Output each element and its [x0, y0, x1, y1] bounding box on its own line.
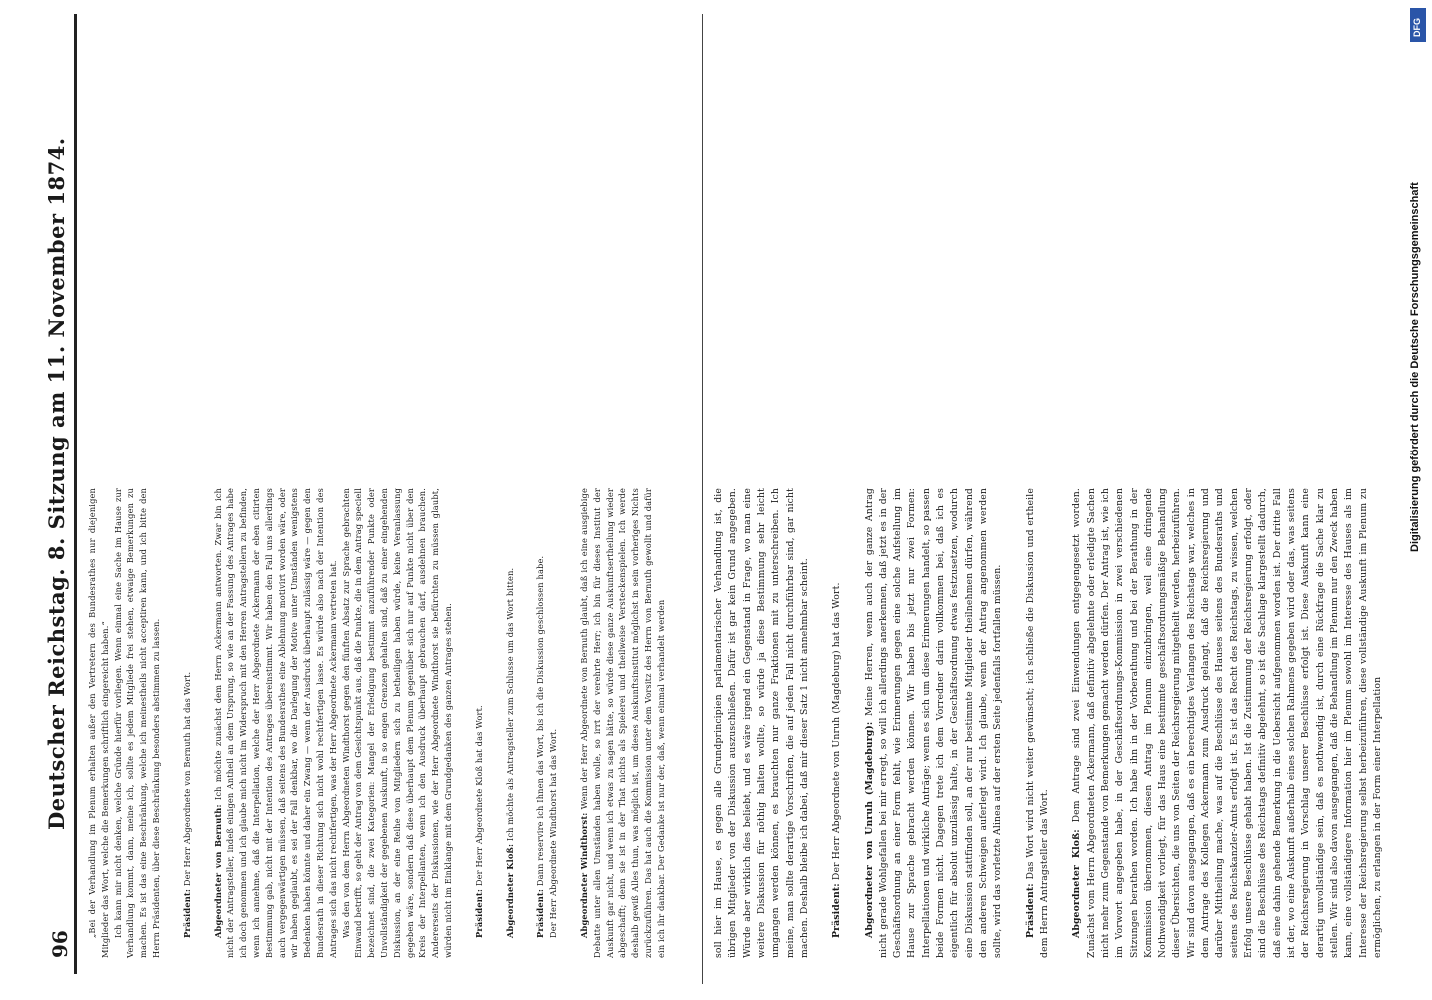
speaker-name: Abgeordneter von Bernuth:: [212, 804, 223, 938]
running-header: Deutscher Reichstag. 8. Sitzung am 11. November 1874.: [44, 137, 69, 830]
speaker-name: Präsident:: [473, 888, 484, 938]
paragraph: Präsident: Der Herr Abgeordnete von Bernuth hat das Wort.: [181, 671, 192, 938]
speaker-name: Präsident:: [831, 883, 843, 938]
page-number: 96: [48, 930, 72, 958]
speaker-name: Präsident:: [181, 888, 192, 938]
paragraph: Ich kann mir nicht denken, welche Gründe hierfür vorliegen. Wenn einmal eine Sache im Hause zur Verhandlung kommt, dann, meine ich, sollte es jedem Mitgliede frei stehen, etwaige Bemerkungen zu machen. Es ist das eine Beschränkung, welche ich meinestheils nicht acceptiren kann, und ich bitte den Herrn Präsidenten, über diese Beschränkung besonders abstimmen zu lassen.: [112, 488, 161, 958]
paragraph: Abgeordneter Windthorst: Wenn der Herr Abgeordnete von Bernuth glaubt, daß ich eine ausgiebige Debatte unter allen Umständen haben wolle, so irrt der verehrte Herr; ich bin für dieses Institut der Auskunft gar nicht, und wenn ich etwas zu sagen hätte, so würde diese ganze Auskunftsertheilung wieder abgeschafft; denn sie ist in der That nichts als Spielerei und theilweise Versteckenspielen. Ich werde deshalb gewiß Alles thun, was möglich ist, um dieses Auskunftsinstitut möglichst in sein vorheriges Nichts zurückzuführen. Das hat auch die Kommission unter dem Vorsitz des Herrn von Bernuth gewollt und dafür ein ich ihr dankbar. Der Gedanke ist nur der, daß, wenn einmal verhandelt werden: [578, 488, 666, 958]
speaker-name: Präsident:: [1024, 883, 1036, 938]
speaker-name: Abgeordneter Windthorst:: [578, 812, 589, 938]
paragraph: soll hier im Hause, es gegen alle Grundprincipien parlamentarischer Verhandlung ist, die übrigen Mitglieder von der Diskussion auszuschließen. Dafür ist gar kein Grund angegeben. Würde aber wirklich dies beliebt, und es wäre irgend ein Gegenstand in Frage, wo man eine weitere Diskussion für nöthig halten wollte, so würde ja diese Bestimmung sehr leicht umgangen werden können, es brauchten nur ganze Fraktionen mit zu unterschreiben. Ich meine, man sollte derartige Vorschriften, die auf jeden Fall nicht durchführbar sind, gar nicht machen. Deshalb bleibe ich dabei, daß mir dieser Satz 1 nicht annehmbar scheint.: [713, 488, 810, 958]
paragraph: Präsident: Das Wort wird nicht weiter gewünscht; ich schließe die Diskussion und ertheile dem Herrn Antragsteller das Wort.: [1024, 488, 1050, 958]
speaker-name: Abgeordneter Kloß:: [504, 843, 515, 938]
paragraph: „Bei der Verhandlung im Plenum erhalten außer den Vertretern des Bundesrathes nur diejenigen Mitglieder das Wort, welche die Bemerkungen schriftlich eingereicht haben.“: [87, 488, 110, 958]
dfg-logo: DFG: [1410, 8, 1426, 42]
paragraph: Abgeordneter Kloß: Ich möchte als Antragsteller zum Schlusse um das Wort bitten.: [504, 567, 515, 938]
paragraph: Abgeordneter von Bernuth: Ich möchte zunächst dem Herrn Ackermann antworten. Zwar bin ich nicht der Antragsteller, indeß einigen Antheil an dem Ursprung, so wie an der Fassung des Antrages habe ich doch genommen und ich glaube mich nicht im Widerspruch mit den Herren Antragstellern zu befinden, wenn ich annehme, daß die Interpellation, welche der Herr Abgeordnete Ackermann der eben citirten Bestimmung gab, nicht mit der Intention des Antrages übereinstimmt. Wir haben den Fall uns allerdings auch vergegenwärtigen müssen, daß seitens des Bundesrathes eine Ablehnung motivirt worden wäre, oder wir haben geglaubt, es sei der Fall denkbar, wo die Darlegung der Motive unter Umständen wenigstens Bedenken haben könnte und daher ein Zwang — wenn der Ausdruck überhaupt zulässig wäre — gegen den Bundesrath in dieser Richtung sich nicht wohl rechtfertigen lasse. Es würde also nach der Intention des Antrages sich das nicht rechtfertigen, was der Herr Abgeordnete Ackermann vertreten hat.: [212, 487, 338, 958]
paragraph: Der Herr Abgeordnete Windthorst hat das Wort.: [548, 728, 559, 938]
column-rule: [702, 14, 703, 984]
speaker-name: Präsident:: [535, 888, 546, 938]
scan-corner: [0, 0, 30, 14]
paragraph: Was den von dem Herrn Abgeordneten Windthorst gegen den fünften Absatz zur Sprache gebrachten Einwand betrifft, so geht der Antrag von dem Gesichtspunkt aus, daß die Punkte, die in dem Antrag speciell bezeichnet sind, die zwei Kategorien: Mangel der Erledigung bestimmt anzuführender Punkte oder Unvollständigkeit der gegebenen Auskunft, in so engen Grenzen gehalten sind, daß zu einer eingehenden Diskussion, an der eine Reihe von Mitgliedern sich zu betheiligen haben würde, keine Veranlassung gegeben wäre, sondern daß diese überhaupt dem Plenum gegenüber sich nur auf Punkte nicht über den Kreis der Interpellanten, wenn ich den Ausdruck überhaupt gebrauchen darf, ausdehnen brauchen. Andererseits der Diskussionen, wie der Herr Abgeordnete Windthorst sie befürchten zu müssen glaubt, würden nicht im Einklange mit dem Grundgedanken des ganzen Antrages stehen.: [340, 488, 453, 958]
speaker-name: Abgeordneter von Unruh (Magdeburg):: [863, 721, 875, 938]
digitization-credit: Digitalisierung gefördert durch die Deutsche Forschungsgemeinschaft: [1409, 182, 1421, 552]
paragraph: Präsident: Der Herr Abgeordnete Kloß hat das Wort.: [473, 705, 484, 938]
paragraph: Abgeordneter Kloß: Dem Antrage sind zwei Einwendungen entgegengesetzt worden. Zunächst vom Herrn Abgeordneten Ackermann, daß definitiv abgelehnte oder erledigte Sachen nicht mehr zum Gegenstande von Bemerkungen gemacht werden dürfen. Der Antrag ist, wie ich im Vorwort angegeben habe, in der Geschäftsordnungs-Kommission in zwei verschiedenen Sitzungen berathen worden. Ich habe ihn in der Vorberathung und bei der Berathung in der Kommission übernommen, diesen Antrag im Plenum einzubringen, weil eine dringende Nothwendigkeit vorliegt, für das Haus eine bestimmte geschäftsordnungsmäßige Behandlung dieser Übersichten, die uns von Seiten der Reichsregierung mitgetheilt werden, herbeizuführen. Wir sind davon ausgegangen, daß es ein berechtigtes Verlangen des Reichstags war, welches in dem Antrage des Kollegen Ackermann zum Ausdruck gelangt, daß die Reichsregierung und darüber Mittheilung mache, was auf die Beschlüsse des Hauses seitens des Bundesraths und seitens des Reichskanzler-Amts erfolgt ist. Es ist das Recht des Reichstags, zu wissen, welchen Erfolg unsere Beschlüsse gehabt haben. Ist die Zustimmung der Reichsregierung erfolgt, oder sind die Beschlüsse des Reichstags definitiv abgelehnt, so ist die Sachlage klargestellt dadurch, daß eine dahin gehende Bemerkung in die Uebersicht aufgenommen worden ist. Der dritte Fall ist der, wo eine Auskunft außerhalb eines solchen Rahmens gegeben wird oder das, was seitens der Reichsregierung in Vorschlag unserer Beschlüsse erfolgt ist. Diese Auskunft kann eine derartig unvollständige sein, daß es nothwendig ist, durch eine Rückfrage die Sache klar zu stellen. Wir sind also davon ausgegangen, daß die Behandlung im Plenum nur den Zweck haben kann, eine vollständigere Information hier im Plenum sowohl im Interesse des Hauses als im Interesse der Reichsregierung selbst herbeizuführen, diese vollständige Auskunft im Plenum zu ermöglichen, zu erlangen in der Form einer Interpellation: [1071, 488, 1383, 958]
left-column: [86, 488, 667, 958]
paragraph: Präsident: Der Herr Abgeordnete von Unruh (Magdeburg) hat das Wort.: [831, 582, 843, 938]
speaker-name: Abgeordneter Kloß:: [1071, 829, 1083, 938]
paragraph: Abgeordneter von Unruh (Magdeburg): Meine Herren, wenn auch der ganze Antrag nicht gerade Wohlgefallen bei mir erregt, so will ich allerdings anerkennen, daß jetzt es in der Geschäftsordnung an einer Form fehlt, wie Erinnerungen gegen eine solche Aufstellung im Hause zur Sprache gebracht werden können. Wir haben bis jetzt nur zwei Formen: Interpellationen und wirkliche Anträge; wenn es sich um diese Erinnerungen handelt, so passen beide Formen nicht. Dagegen trete ich dem Vorredner darin vollkommen bei, daß ich es eigentlich für absolut unzulässig halte, in der Geschäftsordnung etwas festzusetzen, wodurch eine Diskussion stattfinden soll, an der nur bestimmte Mitglieder theilnehmen dürfen, während den anderen Schweigen auferlegt wird. Ich glaube, wenn der Antrag angenommen werden sollte, wird das vorletzte Alinea auf der ersten Seite jedenfalls fortfallen müssen.: [863, 487, 1004, 958]
paragraph: Präsident: Dann reservire ich Ihnen das Wort, bis ich die Diskussion geschlossen habe.: [535, 555, 546, 938]
header-rule: [74, 14, 77, 974]
right-column: [712, 488, 1385, 958]
